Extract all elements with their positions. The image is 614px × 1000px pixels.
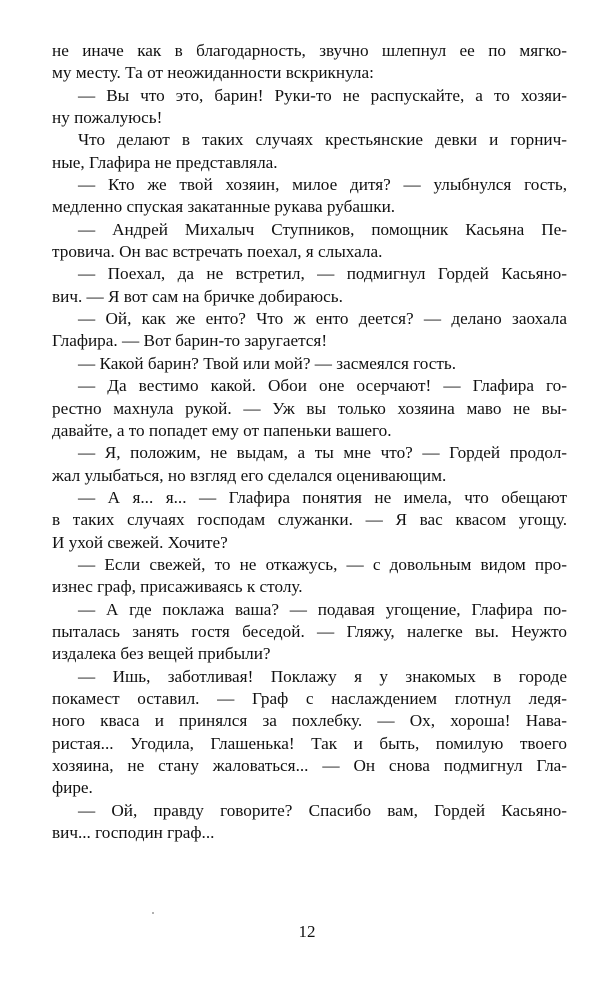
- text-line: рестно махнула рукой. — Уж вы только хозяина маво не вы-: [52, 398, 567, 418]
- text-line: — Если свежей, то не откажусь, — с довольным видом про-: [78, 554, 567, 574]
- text-line: — Ишь, заботливая! Поклажу я у знакомых в городе: [78, 666, 567, 686]
- text-line: покамест оставил. — Граф с наслаждением глотнул ледя-: [52, 688, 567, 708]
- text-line: — Кто же твой хозяин, милое дитя? — улыбнулся гость,: [78, 175, 567, 195]
- text-line: вич... господин граф...: [52, 823, 215, 843]
- scan-speck: [152, 912, 154, 914]
- text-line: тровича. Он вас встречать поехал, я слыхала.: [52, 242, 383, 262]
- text-line: вич. — Я вот сам на бричке добираюсь.: [52, 286, 343, 306]
- text-line: — Андрей Михалыч Ступников, помощник Касьяна Пе-: [78, 219, 567, 239]
- text-line: издалека без вещей прибыли?: [52, 644, 271, 664]
- text-line: — Поехал, да не встретил, — подмигнул Гордей Касьяно-: [78, 264, 567, 284]
- text-line: — Какой барин? Твой или мой? — засмеялся гость.: [78, 353, 457, 373]
- text-line: давайте, а то попадет ему от папеньки вашего.: [52, 420, 392, 440]
- text-line: — Я, положим, не выдам, а ты мне что? — Гордей продол-: [78, 443, 567, 463]
- text-line: — А я... я... — Глафира понятия не имела, что обещают: [78, 487, 567, 507]
- text-line: Что делают в таких случаях крестьянские девки и горнич-: [78, 130, 567, 150]
- text-line: ные, Глафира не представляла.: [52, 152, 278, 172]
- text-line: медленно спуская закатанные рукава рубашки.: [52, 197, 396, 217]
- page-number: 12: [298, 922, 316, 941]
- text-line: пыталась занять гостя беседой. — Гляжу, налегке вы. Неужто: [52, 621, 567, 641]
- text-line: фире.: [52, 778, 93, 798]
- text-line: жал улыбаться, но взгляд его сделался оценивающим.: [52, 465, 447, 485]
- text-line: му месту. Та от неожиданности вскрикнула:: [52, 63, 374, 83]
- text-line: — Ой, правду говорите? Спасибо вам, Гордей Касьяно-: [78, 800, 567, 820]
- text-line: — Вы что это, барин! Руки-то не распускайте, а то хозяи-: [78, 85, 567, 105]
- text-line: — Да вестимо какой. Обои оне осерчают! — Глафира го-: [78, 376, 567, 396]
- text-line: Глафира. — Вот барин-то заругается!: [52, 331, 328, 351]
- text-line: И ухой свежей. Хочите?: [52, 532, 228, 552]
- text-line: ну пожалуюсь!: [52, 108, 163, 128]
- text-line: — А где поклажа ваша? — подавая угощение, Глафира по-: [78, 599, 567, 619]
- text-line: не иначе как в благодарность, звучно шлепнул ее по мягко-: [52, 41, 567, 60]
- text-line: ристая... Угодила, Глашенька! Так и быть, помилую твоего: [52, 733, 567, 753]
- body-text: [52, 40, 567, 844]
- text-line: хозяина, не стану жаловаться... — Он снова подмигнул Гла-: [52, 756, 567, 775]
- text-line: изнес граф, присаживаясь к столу.: [52, 577, 303, 597]
- text-line: ного кваса и принялся за похлебку. — Ох, хороша! Нава-: [52, 711, 567, 731]
- text-line: — Ой, как же енто? Что ж енто деется? — делано заохала: [78, 309, 567, 329]
- text-line: в таких случаях господам служанки. — Я вас квасом угощу.: [52, 510, 567, 530]
